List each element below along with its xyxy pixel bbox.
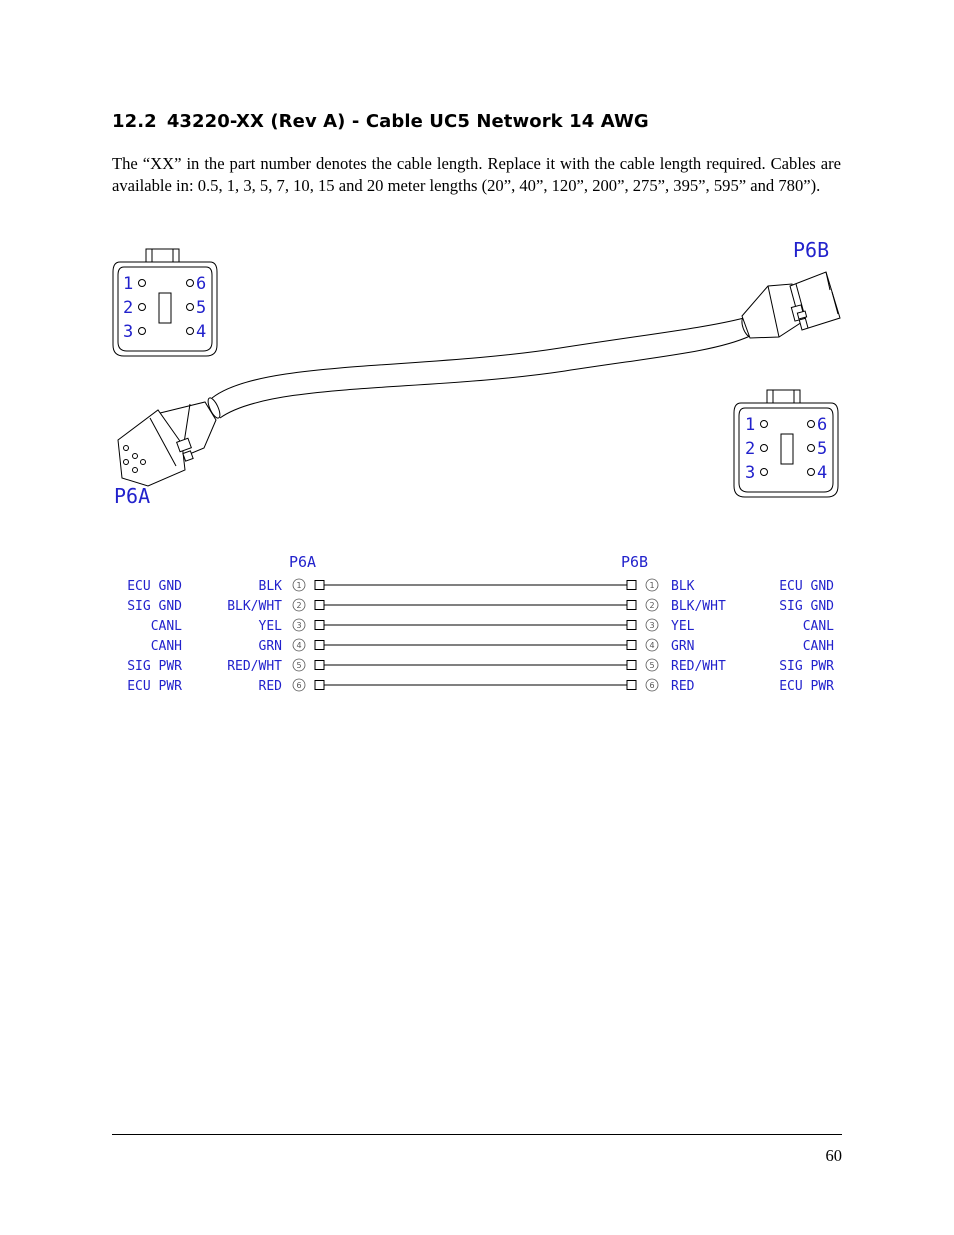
section-paragraph: The “XX” in the part number denotes the cable length. Replace it with the cable length required. Cables are available in: 0.5, 1, 3, 5, 7, 10, 15 and 20 meter lengths (20”, 40”, 120”, 200”, 275”, 395”, 595” and 780”). [112, 154, 841, 195]
pin-number: 6 [196, 274, 207, 294]
page-number: 60 [825, 1146, 842, 1165]
wire-color-right: RED/WHT [671, 659, 726, 674]
terminal-right [627, 621, 636, 630]
pin-number: 2 [123, 298, 134, 318]
signal-right: ECU GND [779, 579, 834, 594]
signal-left: SIG PWR [127, 659, 182, 674]
pin-number-left: 1 [296, 581, 302, 590]
signal-right: SIG PWR [779, 659, 834, 674]
wire-color-left: GRN [258, 639, 282, 654]
signal-left: ECU PWR [127, 679, 182, 694]
terminal-right [627, 661, 636, 670]
signal-left: SIG GND [127, 599, 182, 614]
pin-number-right: 5 [649, 661, 655, 670]
wiring-row [127, 659, 834, 674]
pin-number: 3 [745, 463, 756, 483]
connector-label-p6b: P6B [793, 238, 830, 262]
pin-number: 1 [745, 415, 756, 435]
wire-color-right: YEL [671, 619, 695, 634]
wire-color-right: BLK/WHT [671, 599, 726, 614]
pin-number: 2 [745, 439, 756, 459]
wire-color-left: RED [258, 679, 282, 694]
pin-number-left: 3 [296, 621, 302, 630]
wiring-row [127, 579, 834, 594]
footer-rule [112, 1134, 842, 1135]
signal-left: ECU GND [127, 579, 182, 594]
wire-color-right: RED [671, 679, 695, 694]
terminal-left [315, 681, 324, 690]
signal-left: CANL [150, 619, 182, 634]
pin-number-right: 2 [649, 601, 655, 610]
pin-number: 4 [196, 322, 207, 342]
plug-p6a [118, 402, 216, 486]
plug-p6b [742, 272, 840, 338]
pin-number: 6 [817, 415, 828, 435]
terminal-left [315, 641, 324, 650]
terminal-left [315, 601, 324, 610]
signal-right: CANL [802, 619, 834, 634]
signal-right: SIG GND [779, 599, 834, 614]
wiring-header-p6a: P6A [289, 553, 317, 571]
wire-color-right: GRN [671, 639, 695, 654]
wiring-rows [127, 579, 834, 694]
wiring-row [127, 599, 834, 614]
pin-number-right: 4 [649, 641, 655, 650]
pin-number-left: 4 [296, 641, 302, 650]
pin-number-left: 2 [296, 601, 302, 610]
terminal-left [315, 621, 324, 630]
terminal-right [627, 581, 636, 590]
pin-number-right: 1 [649, 581, 655, 590]
pin-number-left: 5 [296, 661, 302, 670]
terminal-left [315, 581, 324, 590]
wire-color-right: BLK [671, 579, 695, 594]
pin-number-right: 3 [649, 621, 655, 630]
section-title: 43220-XX (Rev A) - Cable UC5 Network 14 AWG [166, 111, 649, 132]
terminal-left [315, 661, 324, 670]
wire-color-left: BLK [258, 579, 282, 594]
pin-number-left: 6 [296, 681, 302, 690]
signal-right: CANH [802, 639, 834, 654]
wire-color-left: RED/WHT [227, 659, 282, 674]
signal-right: ECU PWR [779, 679, 834, 694]
pin-number: 4 [817, 463, 828, 483]
section-number: 12.2 [112, 111, 157, 132]
pin-number: 5 [817, 439, 828, 459]
pin-number-right: 6 [649, 681, 655, 690]
pin-number: 3 [123, 322, 134, 342]
cable-body [206, 316, 754, 419]
wiring-header-p6b: P6B [621, 553, 649, 571]
signal-left: CANH [150, 639, 182, 654]
wire-color-left: BLK/WHT [227, 599, 282, 614]
terminal-right [627, 641, 636, 650]
wiring-row [127, 679, 834, 694]
connector-label-p6a: P6A [114, 484, 151, 508]
wiring-row [151, 639, 834, 654]
terminal-right [627, 601, 636, 610]
terminal-right [627, 681, 636, 690]
pin-number: 5 [196, 298, 207, 318]
wire-color-left: YEL [258, 619, 282, 634]
wiring-row [151, 619, 834, 634]
pin-number: 1 [123, 274, 134, 294]
